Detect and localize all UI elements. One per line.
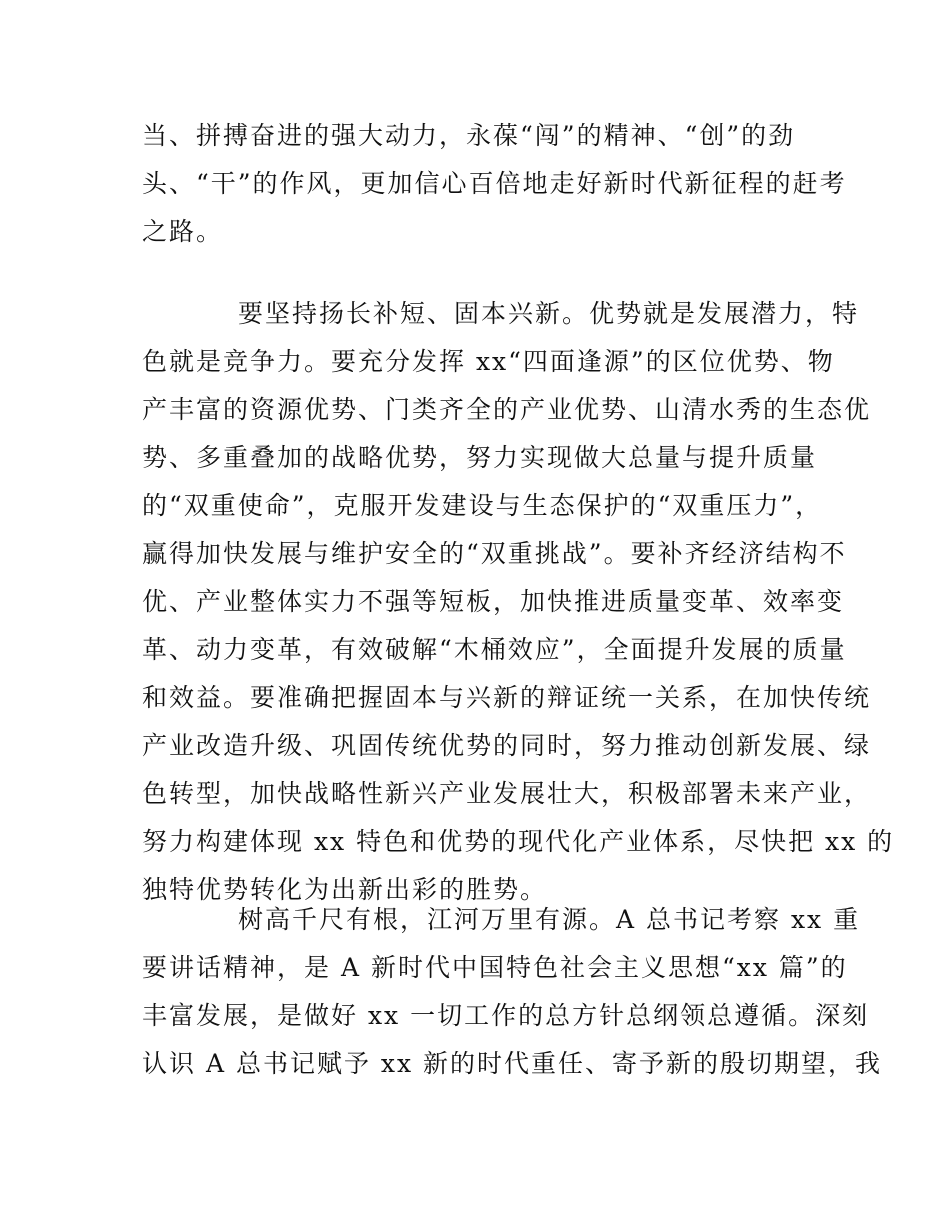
paragraph-1 bbox=[142, 112, 847, 256]
text-line: 要讲话精神，是 A 新时代中国特色社会主义思想“xx 篇”的 bbox=[142, 953, 848, 982]
text-line: 独特优势转化为出新出彩的胜势。 bbox=[142, 875, 548, 904]
text-line: 头、“干”的作风，更加信心百倍地走好新时代新征程的赶考 bbox=[142, 169, 847, 198]
text-line: 产业改造升级、巩固传统优势的同时，努力推动创新发展、绿 bbox=[142, 731, 872, 760]
text-line: 势、多重叠加的战略优势，努力实现做大总量与提升质量 bbox=[142, 443, 818, 472]
text-line: 优、产业整体实力不强等短板，加快推进质量变革、效率变 bbox=[142, 587, 845, 616]
paragraph-3 bbox=[142, 896, 883, 1088]
text-line: 认识 A 总书记赋予 xx 新的时代重任、寄予新的殷切期望，我 bbox=[142, 1049, 883, 1078]
text-line: 当、拼搏奋进的强大动力，永葆“闯”的精神、“创”的劲 bbox=[142, 121, 796, 150]
text-line: 之路。 bbox=[142, 217, 224, 246]
text-line: 树高千尺有根，江河万里有源。A 总书记考察 xx 重 bbox=[238, 905, 861, 934]
text-line: 的“双重使命”，克服开发建设与生态保护的“双重压力”， bbox=[142, 491, 823, 520]
text-line: 色就是竞争力。要充分发挥 xx“四面逢源”的区位优势、物 bbox=[142, 347, 835, 376]
text-line: 革、动力变革，有效破解“木桶效应”，全面提升发展的质量 bbox=[142, 635, 847, 664]
text-line: 色转型，加快战略性新兴产业发展壮大，积极部署未来产业， bbox=[142, 779, 872, 808]
text-line: 努力构建体现 xx 特色和优势的现代化产业体系，尽快把 xx 的 bbox=[142, 827, 895, 856]
paragraph-2 bbox=[142, 290, 895, 914]
text-line: 丰富发展，是做好 xx 一切工作的总方针总纲领总遵循。深刻 bbox=[142, 1001, 870, 1030]
text-line: 要坚持扬长补短、固本兴新。优势就是发展潜力，特 bbox=[238, 299, 860, 328]
text-line: 赢得加快发展与维护安全的“双重挑战”。要补齐经济结构不 bbox=[142, 539, 847, 568]
text-line: 和效益。要准确把握固本与兴新的辩证统一关系，在加快传统 bbox=[142, 683, 872, 712]
text-line: 产丰富的资源优势、门类齐全的产业优势、山清水秀的生态优 bbox=[142, 395, 872, 424]
